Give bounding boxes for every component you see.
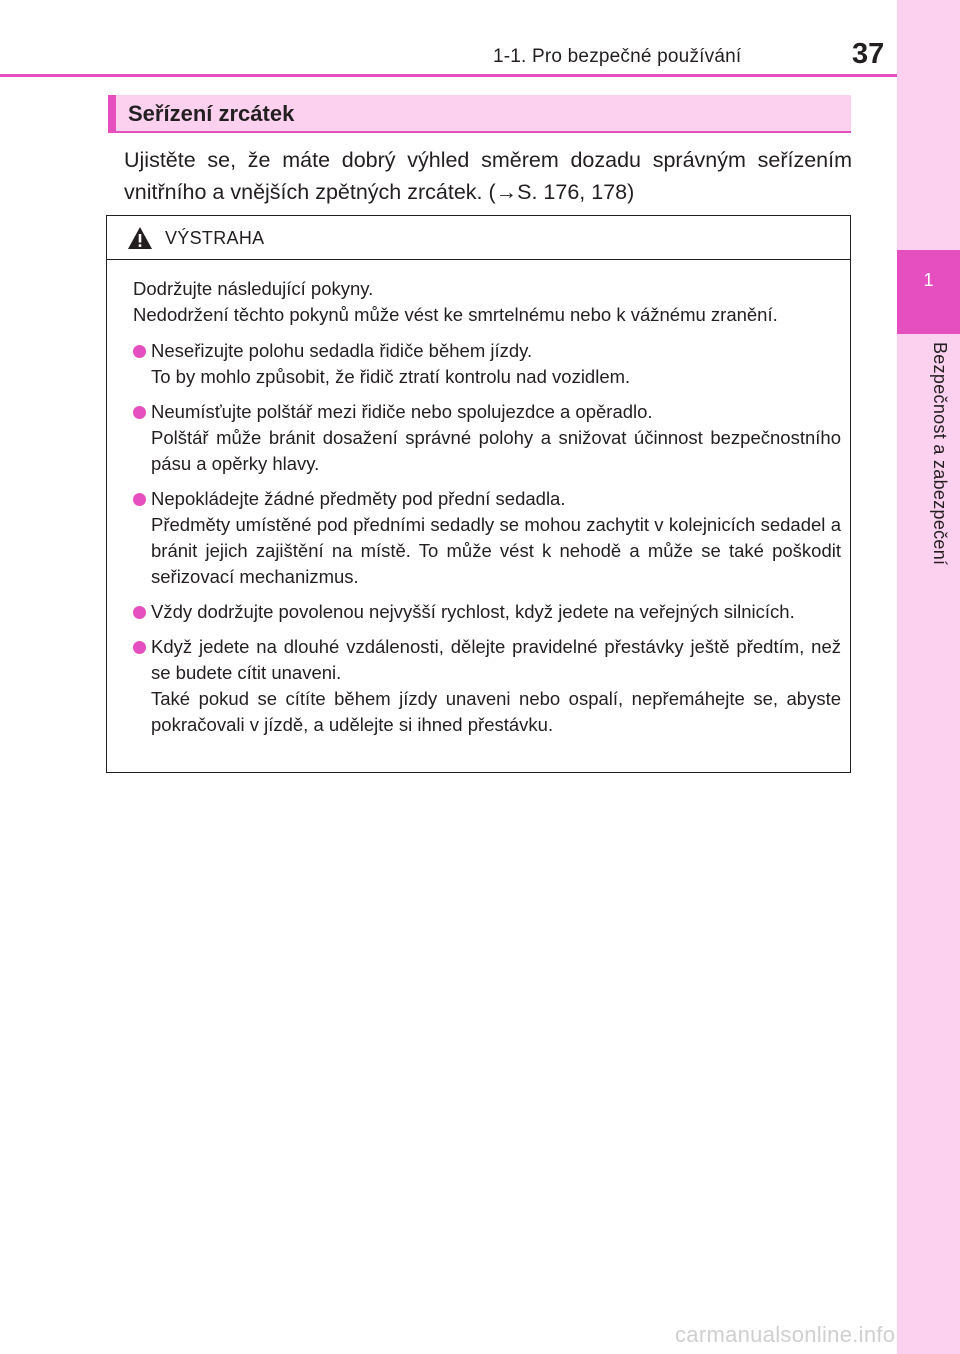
warning-body <box>133 276 841 747</box>
running-header: 1-1. Pro bezpečné používání <box>493 46 742 67</box>
warning-item-detail: Také pokud se cítíte během jízdy unaveni nebo ospalí, nepřemáhejte se, abyste pokračovali v jízdě, a udělejte si ihned přestávku. <box>151 688 841 735</box>
warning-item <box>133 338 841 390</box>
warning-item-text: Když jedete na dlouhé vzdálenosti, dělejte pravidelné přestávky ještě předtím, než se budete cítit unaveni. <box>151 636 841 683</box>
warning-intro-line: Nedodržení těchto pokynů může vést ke smrtelnému nebo k vážnému zranění. <box>133 304 778 325</box>
warning-header <box>107 216 850 260</box>
warning-intro-line: Dodržujte následující pokyny. <box>133 278 374 299</box>
bullet-dot-icon <box>133 493 146 506</box>
warning-item-detail: Předměty umístěné pod předními sedadly se mohou zachytit v kolejnicích sedadel a bránit jejich zajištění na místě. To může vést k nehodě a může se také poškodit seřizovací mechanizmus. <box>151 514 841 587</box>
warning-item-text: Nepokládejte žádné předměty pod přední sedadla. <box>151 488 566 509</box>
warning-item-text: Vždy dodržujte povolenou nejvyšší rychlost, když jedete na veřejných silnicích. <box>151 601 795 622</box>
chapter-marker <box>897 250 960 334</box>
warning-item-detail: To by mohlo způsobit, že řidič ztratí kontrolu nad vozidlem. <box>151 366 631 387</box>
bullet-dot-icon <box>133 641 146 654</box>
bullet-dot-icon <box>133 345 146 358</box>
chapter-title: Bezpečnost a zabezpečení <box>930 342 950 566</box>
warning-triangle-icon <box>127 226 153 250</box>
section-intro: Ujistěte se, že máte dobrý výhled směrem dozadu správným seřízením vnitřního a vnějších zpětných zrcátek. (→S. 176, 178) <box>124 148 852 204</box>
chapter-number: 1 <box>923 270 934 290</box>
watermark: carmanualsonline.info <box>675 1322 896 1347</box>
header-rule <box>0 74 897 77</box>
warning-item <box>133 486 841 590</box>
section-heading-bar <box>108 95 116 131</box>
warning-item-text: Neseřizujte polohu sedadla řidiče během jízdy. <box>151 340 533 361</box>
bullet-dot-icon <box>133 406 146 419</box>
warning-item <box>133 599 841 625</box>
warning-item-detail: Polštář může bránit dosažení správné polohy a snižovat účinnost bezpečnostního pásu a opěrky hlavy. <box>151 427 841 474</box>
warning-box <box>106 215 851 773</box>
warning-item <box>133 634 841 738</box>
section-title: Seřízení zrcátek <box>128 101 295 126</box>
page-number: 37 <box>852 38 885 70</box>
section-heading <box>108 95 851 133</box>
side-tab <box>897 0 960 1354</box>
warning-item-text: Neumísťujte polštář mezi řidiče nebo spolujezdce a opěradlo. <box>151 401 653 422</box>
bullet-dot-icon <box>133 606 146 619</box>
warning-item <box>133 399 841 477</box>
warning-label: VÝSTRAHA <box>165 228 265 248</box>
